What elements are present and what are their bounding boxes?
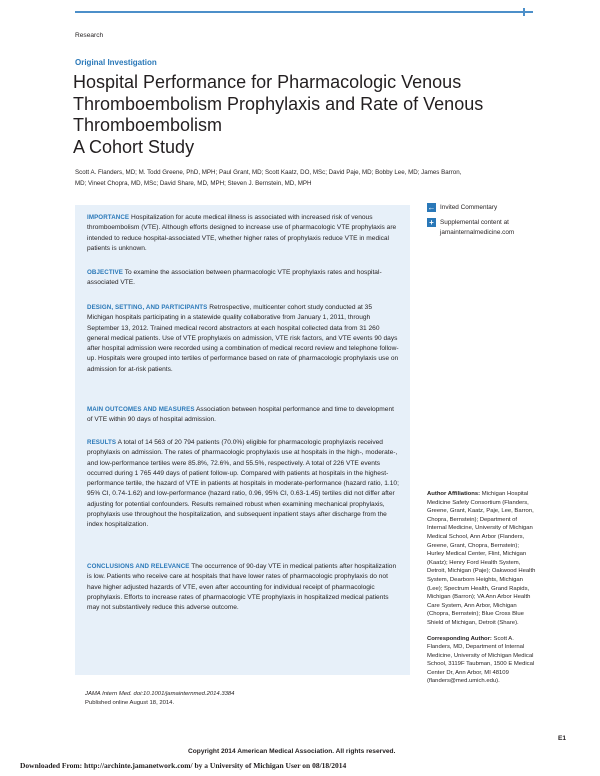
conclusions-heading: CONCLUSIONS AND RELEVANCE (87, 563, 190, 570)
abstract-box (75, 205, 410, 675)
journal-doi: JAMA Intern Med. doi:10.1001/jamainternmed.2014.3384 (85, 691, 235, 697)
article-title: Hospital Performance for Pharmacologic Venous Thromboembolism Prophylaxis and Rate of Venous Thromboembolism (73, 72, 484, 135)
plus-icon: + (427, 218, 436, 227)
section-label: Research (75, 32, 104, 39)
author-affiliations (427, 490, 537, 686)
conclusions-text: The occurrence of 90-day VTE in medical patients after hospitalization is low. Patients who receive care at hospitals that have lower rates of pharmacologic prophylaxis do not have higher adjusted hazards of VTE, even after accounting for individual receipt of pharmacologic prophylaxis. Efforts to increase rates of pharmacologic VTE prophylaxis in hospitalized medical patients may not substantively reduce this adverse outcome. (87, 563, 397, 612)
invited-commentary-link[interactable] (427, 203, 542, 213)
download-stamp: Downloaded From: http://archinte.jamanetwork.com/ by a University of Michigan User on 08/18/2014 (20, 761, 347, 770)
importance-text: Hospitalization for acute medical illness is associated with increased risk of venous thromboembolism (VTE). Although efforts designed to increase use of pharmacologic VTE prophylaxis are intended to reduce hospital-associated VTE, whether higher rates of prophylaxis reduce VTE in medical patients is unknown. (87, 214, 397, 252)
abstract-conclusions (87, 562, 399, 613)
header-rule-tick (523, 8, 525, 16)
citation-block (85, 690, 234, 707)
abstract-objective (87, 268, 399, 289)
article-subtitle: A Cohort Study (73, 137, 195, 157)
objective-heading: OBJECTIVE (87, 269, 123, 276)
author-list: Scott A. Flanders, MD; M. Todd Greene, PhD, MPH; Paul Grant, MD; Scott Kaatz, DO, MSc; David Paje, MD; Bobby Lee, MD; James Barron, MD; Vineet Chopra, MD, MSc; David Share, MD, MPH; Steven J. Bernstein, MD, MPH (75, 169, 462, 187)
outcomes-text: Association between hospital performance and time to development of VTE within 90 days of hospital admission. (87, 406, 394, 424)
left-arrow-icon: ← (427, 203, 436, 212)
affiliations-heading: Author Affiliations: (427, 491, 481, 497)
design-heading: DESIGN, SETTING, AND PARTICIPANTS (87, 304, 208, 311)
published-date: Published online August 18, 2014. (85, 699, 175, 706)
objective-text: To examine the association between pharmacologic VTE prophylaxis rates and hospital-associated VTE. (87, 269, 382, 287)
corresponding-heading: Corresponding Author: (427, 635, 492, 642)
article-type: Original Investigation (75, 58, 157, 67)
abstract-outcomes (87, 405, 399, 426)
abstract-design (87, 303, 399, 375)
abstract-results (87, 438, 399, 531)
supplemental-content-link[interactable] (427, 218, 542, 238)
outcomes-heading: MAIN OUTCOMES AND MEASURES (87, 406, 195, 413)
copyright-line: Copyright 2014 American Medical Association. All rights reserved. (188, 748, 396, 755)
abstract-importance (87, 213, 399, 254)
affiliations-text: Michigan Hospital Medicine Safety Consortium (Flanders, Greene, Grant, Kaatz, Paje, Lee, Barron, Chopra, Bernstein); Department of Internal Medicine, University of Michigan Medical School, Ann Arbor (Flanders, Greene, Grant, Chopra, Bernstein); Hurley Medical Center, Flint, Michigan (Kaatz); Henry Ford Health System, Detroit, Michigan (Paje); Oakwood Health System, Dearborn Heights, Michigan (Lee); Spectrum Health, Grand Rapids, Michigan (Barron); VA Ann Arbor Health Care System, Ann Arbor, Michigan (Chopra, Bernstein); Blue Cross Blue Shield of Michigan, Detroit (Share). (427, 491, 536, 626)
importance-heading: IMPORTANCE (87, 214, 130, 221)
design-text: Retrospective, multicenter cohort study conducted at 35 Michigan hospitals participating in a statewide quality collaborative from January 1, 2011, through September 13, 2012. Trained medical record abstractors at each hospital collected data from 31 260 general medical patients. Use of VTE prophylaxis on admission, VTE risk factors, and VTE events 90 days after hospital admission were recorded using a combination of medical record review and telephone follow-up. Hospitals were grouped into tertiles of performance based on rate of pharmacologic prophylaxis use on admission for at-risk patients. (87, 304, 399, 373)
corresponding-text: Scott A. Flanders, MD, Department of Internal Medicine, University of Michigan Medical School, 3119F Taubman, 1500 E Medical Center Dr, Ann Arbor, MI 48109 (flanders@med.umich.edu). (427, 635, 535, 685)
results-heading: RESULTS (87, 439, 117, 446)
supplemental-content-label: Supplemental content at jamainternalmedicine.com (440, 219, 515, 236)
invited-commentary-label: Invited Commentary (440, 204, 498, 211)
page-number: E1 (558, 735, 567, 742)
header-rule (75, 11, 533, 13)
results-text: A total of 14 563 of 20 794 patients (70.0%) eligible for pharmacologic prophylaxis received prophylaxis on admission. The rates of pharmacologic prophylaxis use at hospitals in the high-, moderate-, and low-performance tertiles were 85.8%, 72.6%, and 55.5%, respectively. A total of 226 VTE events occurred during 1 765 449 days of patient follow-up. Compared with patients at hospitals in the highest-performance tertile, the hazard of VTE in patients at hospitals in moderate-performance (hazard ratio, 1.10; 95% CI, 0.74-1.62) and low-performance (hazard ratio, 0.96, 95% CI, 0.63-1.45) tertiles did not differ after adjusting for potential confounders. Results remained robust when examining mechanical prophylaxis, prophylaxis use throughout the hospitalization, and subsequent inpatient stays after discharge from the index hospitalization. (87, 439, 399, 529)
